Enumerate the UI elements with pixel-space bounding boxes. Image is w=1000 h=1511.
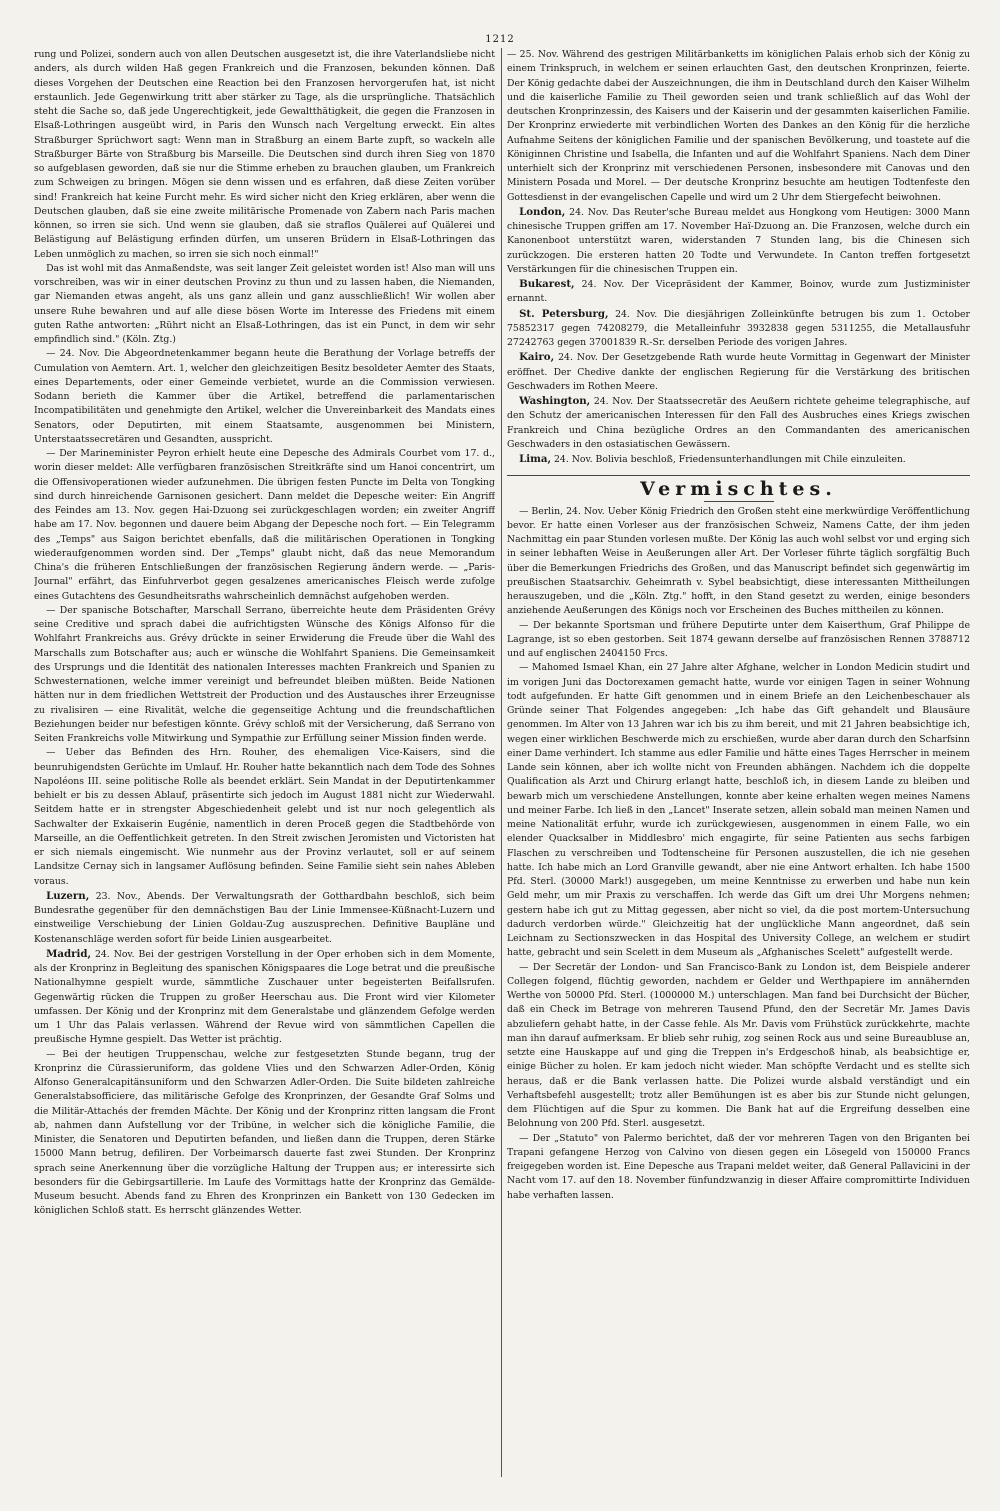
- article-paragraph: [507, 307, 970, 351]
- dateline: Madrid,: [46, 947, 91, 960]
- right-column: [507, 48, 970, 1477]
- article-paragraph: [507, 961, 970, 1132]
- article-paragraph: [507, 661, 970, 960]
- heading-rule: [704, 501, 774, 502]
- article-paragraph: [507, 277, 970, 307]
- article-paragraph: [34, 1048, 495, 1219]
- article-paragraph: [34, 947, 495, 1048]
- article-paragraph: [34, 347, 495, 447]
- article-paragraph: [34, 604, 495, 747]
- article-paragraph: [507, 350, 970, 394]
- paragraph-text: — Berlin, 24. Nov. Ueber König Friedrich den Großen steht eine merkwürdige Veröffentlichung bevor. Er hatte einen Vorleser aus der französischen Schweiz, Namens Catte, der ihm jeden Nachmittag ein paar Stunden vorlesen mußte. Der König las auch wohl selbst vor und erging sich in seiner lebhaften Weise in Aeußerungen aller Art. Der Vorleser führte täglich sorgfältig Buch über die Bemerkungen Friedrichs des Großen, und das Manuscript befindet sich gegenwärtig im preußischen Staatsarchiv. Geheimrath v. Sybel beabsichtigt, diese interessanten Mittheilungen herauszugeben, und die „Köln. Ztg." hofft, in den Stand gesetzt zu werden, einige besonders anziehende Aeußerungen des Königs noch vor Erscheinen des Buches mittheilen zu können.: [507, 505, 970, 617]
- article-paragraph: [507, 452, 970, 467]
- dateline: Bukarest,: [519, 278, 575, 290]
- paragraph-text: — Der spanische Botschafter, Marschall Serrano, überreichte heute dem Präsidenten Grévy seine Creditive und sprach dabei die aufrichtigsten Wünsche des Königs Alfonso für die Wohlfahrt Frankreichs aus. Grévy drückte in seiner Erwiderung die Freude über die Wahl des Marschalls zum Botschafter aus; auch er wünsche die Wohlfahrt Spaniens. Die Gemeinsamkeit des Ursprungs und die Identität des nationalen Interesses machten Frankreich und Spanien zu Schwesternationen, welche immer vereinigt und befreundet bleiben müßten. Beide Nationen hätten nur in dem friedlichen Wettstreit der Production und des Austausches ihrer Erzeugnisse zu rivalisiren — eine Rivalität, welche die gegenseitige Achtung und die freundschaftlichen Beziehungen beider nur befestigen könnte. Grévy schloß mit der Versicherung, daß Serrano von Seiten Frankreichs volle Mitwirkung und Sympathie zur Erfüllung seiner Mission finden werde.: [34, 604, 495, 744]
- paragraph-text: — Der „Statuto" von Palermo berichtet, daß der vor mehreren Tagen von den Briganten bei Trapani gefangene Herzog von Calvino von diesen gegen ein Lösegeld von 150000 Francs freigegeben worden ist. Eine Depesche aus Trapani meldet weiter, daß General Pallavicini in der Nacht vom 17. auf den 18. November fünfundzwanzig in dieser Affaire compromittirte Individuen habe verhaften lassen.: [507, 1132, 970, 1201]
- page-number: 1212: [485, 34, 515, 45]
- paragraph-text: 24. Nov. Der Gesetzgebende Rath wurde heute Vormittag in Gegenwart der Minister eröffnet. Der Chedive dankte der englischen Regierung für die Verstärkung des britischen Geschwaders im Rothen Meere.: [507, 352, 970, 392]
- section-heading: Vermischtes.: [507, 475, 970, 496]
- paragraph-text: — Der Marineminister Peyron erhielt heute eine Depesche des Admirals Courbet vom 17. d., worin dieser meldet: Alle verfügbaren französischen Streitkräfte sind um Hanoi concentrirt, um die Offensivoperationen wieder aufzunehmen. Die übrigen festen Puncte im Delta von Tongking sind durch hinreichende Garnisonen gesichert. Dann meldet die Depesche weiter: Ein Angriff des Feindes am 13. Nov. gegen Hai-Dzuong sei zurückgeschlagen worden; ein zweiter Angriff habe am 17. Nov. begonnen und dauere beim Abgang der Depesche noch fort. — Ein Telegramm des „Temps" aus Saigon berichtet ebenfalls, daß die militärischen Operationen in Tongking wiederaufgenommen worden sind. Der „Temps" glaubt nicht, daß das neue Memorandum China's die früheren Entschließungen der französischen Regierung ändern werde. — „Paris-Journal" erfährt, das Einfuhrverbot gegen gesalzenes americanisches Fleisch werde zufolge eines Gutachtens des Gesundheitsraths wahrscheinlich demnächst aufgehoben werden.: [34, 448, 495, 602]
- paragraph-text: rung und Polizei, sondern auch von allen Deutschen ausgesetzt ist, die ihre Vaterlandsliebe nicht anders, als durch wilden Haß gegen Frankreich und die Franzosen, bekunden können. Daß dieses Vorgehen der Deutschen eine Reaction bei den Franzosen hervorgerufen hat, ist nicht erstaunlich. Jede Gegenwirkung tritt aber stärker zu Tage, als die ursprüngliche. Thatsächlich steht die Sache so, daß jede Ungerechtigkeit, jede Gewaltthätigkeit, die gegen die Franzosen in Elsaß-Lothringen ausgeübt wird, in Paris den Wunsch nach Vergeltung erweckt. Ein altes Straßburger Sprüchwort sagt: Wenn man in Straßburg an einem Barte zupft, so wackeln alle Straßburger Bärte von Straßburg bis Marseille. Die Deutschen sind durch ihren Sieg von 1870 so aufgeblasen geworden, daß sie nur die Stimme erheben zu brauchen glauben, um Frankreich zum Schweigen zu bringen. Mögen sie denn wissen und es erfahren, daß diese Zeiten vorüber sind! Frankreich hat keine Furcht mehr. Es wird sicher nicht den Krieg erklären, aber wenn die Deutschen glauben, daß sie eine zweite militärische Promenade von Zabern nach Paris machen können, so irren sie sich. Und wenn sie glauben, daß sie straflos Quälerei auf Quälerei und Belästigung auf Belästigung erfinden dürfen, um unseren Brüdern in Elsaß-Lothringen das Leben unmöglich zu machen, so irren sie sich noch einmal!": [34, 49, 495, 260]
- dateline: Luzern,: [46, 889, 90, 902]
- news-section: [507, 48, 970, 467]
- left-column: [34, 48, 495, 1477]
- misc-section: [507, 505, 970, 1203]
- article-paragraph: [507, 1132, 970, 1203]
- paragraph-text: — Ueber das Befinden des Hrn. Rouher, des ehemaligen Vice-Kaisers, sind die beunruhigendsten Gerüchte im Umlauf. Hr. Rouher hatte bekanntlich nach dem Tode des Sohnes Napoléons III. seine politische Rolle als beendet erklärt. Sein Mandat in der Deputirtenkammer behielt er bis zu dessen Ablauf, präsentirte sich jedoch im August 1881 nicht zur Wiederwahl. Seitdem hatte er in strengster Abgeschiedenheit gelebt und ist nur noch gelegentlich als Sachwalter der Exkaiserin Eugénie, namentlich in deren Proceß gegen die Stadtbehörde von Marseille, an die Oeffentlichkeit getreten. In den Streit zwischen Jeromisten und Victoristen hat er sich niemals eingemischt. Wie nunmehr aus der Provinz verlautet, soll er auf seinem Landsitze Cernay sich in langsamer Auflösung befinden. Seine Familie sieht sein nahes Ableben voraus.: [34, 747, 495, 887]
- dateline: Lima,: [519, 453, 552, 465]
- article-paragraph: [507, 394, 970, 452]
- paragraph-text: — Der Secretär der London- und San Francisco-Bank zu London ist, dem Beispiele anderer Collegen folgend, flüchtig geworden, nachdem er Gelder und Werthpapiere im annähernden Werthe von 50000 Pfd. Sterl. (1000000 M.) unterschlagen. Man fand bei Durchsicht der Bücher, daß ein Check im Betrage von mehreren Tausend Pfund, den der Secretär Mr. James Davis abzuliefern gehabt hatte, in der Casse fehle. Als Mr. Davis vom Frühstück zurückkehrte, machte man ihn darauf aufmerksam. Er blieb sehr ruhig, zog seinen Rock aus und seine Bureaubluse an, setzte eine Hauskappe auf und ging die Treppen in's Erdgeschoß hinab, als beabsichtige er, einige Bücher zu holen. Er kam jedoch nicht wieder. Man schöpfte Verdacht und es stellte sich heraus, daß er die Bank verlassen hatte. Die Polizei wurde alsbald verständigt und ein Verhaftsbefehl ausgestellt; trotz aller Bemühungen ist es aber bis zur Stunde nicht gelungen, dem Flüchtigen auf die Spur zu kommen. Die Bank hat auf die Ergreifung desselben eine Belohnung von 200 Pfd. Sterl. ausgesetzt.: [507, 961, 970, 1130]
- dateline: London,: [519, 205, 566, 218]
- paragraph-text: — Bei der heutigen Truppenschau, welche zur festgesetzten Stunde begann, trug der Kronprinz die Cürassieruniform, das goldene Vlies und den Schwarzen Adler-Orden, König Alfonso Generalcapitänsuniform und den Schwarzen Adler-Orden. Die Suite bildeten zahlreiche Generalstabsofficiere, das militärische Gefolge des Kronprinzen, der Gesandte Graf Solms und die Militär-Attachés der fremden Mächte. Der König und der Kronprinz ritten langsam die Front ab, nahmen dann Aufstellung vor der Tribüne, in welcher sich die königliche Familie, die Minister, die Senatoren und Deputirten befanden, und ließen dann die Truppen, deren Stärke 15000 Mann betrug, defiliren. Der Vorbeimarsch dauerte fast zwei Stunden. Der Kronprinz sprach seine Anerkennung über die vorzügliche Haltung der Truppen aus; er interessirte sich besonders für die Gebirgsartillerie. Im Laufe des Vormittags hatte der Kronprinz das Gemälde-Museum besucht. Abends fand zu Ehren des Kronprinzen ein Bankett von 130 Gedecken im königlichen Schloß statt. Es herrscht glänzendes Wetter.: [34, 1048, 495, 1217]
- dateline: Washington,: [519, 395, 591, 407]
- dateline: St. Petersburg,: [519, 307, 609, 320]
- dateline: Kairo,: [519, 351, 555, 364]
- paragraph-text: 24. Nov. Das Reuter'sche Bureau meldet aus Hongkong vom Heutigen: 3000 Mann chinesische Truppen griffen am 17. November Haï-Dzuong an. Die Franzosen, welche durch ein Kanonenboot unterstützt waren, widerstanden 7 Stunden lang, bis die Chinesen sich zurückzogen. Die ersteren hatten 20 Todte und Verwundete. In Canton treffen fortgesetzt Verstärkungen für die chinesischen Truppen ein.: [507, 206, 970, 275]
- article-paragraph: [507, 505, 970, 619]
- paragraph-text: 23. Nov., Abends. Der Verwaltungsrath der Gotthardbahn beschloß, sich beim Bundesrathe gegenüber für den demnächstigen Bau der Linie Immensee-Küßnacht-Luzern und einstweilige Verschiebung der Linien Goldau-Zug auszusprechen. Definitive Baupläne und Kostenanschläge werden sofort für beide Linien ausgearbeitet.: [34, 890, 495, 945]
- article-paragraph: [34, 447, 495, 604]
- article-paragraph: [507, 48, 970, 205]
- paragraph-text: 24. Nov. Der Staatssecretär des Aeußern richtete geheime telegraphische, auf den Schutz der americanischen Interessen für den Fall des Ausbruches eines Kriegs zwischen Frankreich und China bezügliche Ordres an den Commandanten des americanischen Geschwaders in den ostasiatischen Gewässern.: [507, 396, 970, 450]
- article-paragraph: [34, 262, 495, 348]
- paragraph-text: — 25. Nov. Während des gestrigen Militärbanketts im königlichen Palais erhob sich der König zu einem Trinkspruch, in welchem er seinen erlauchten Gast, den deutschen Kronprinzen, feierte. Der König gedachte dabei der Auszeichnungen, die ihm in Deutschland durch den Kaiser Wilhelm und die kaiserliche Familie zu Theil geworden seien und trank schließlich auf das Wohl der deutschen Kronprinzessin, des Kaisers und der Kaiserin und der gesammten kaiserlichen Familie. Der Kronprinz erwiederte mit verbindlichen Worten des Dankes an den König für die herzliche Aufnahme Seitens der königlichen Familie und der spanischen Bevölkerung, und toastete auf die Königinnen Christine und Isabella, die Infanten und auf die Wohlfahrt Spaniens. Nach dem Diner unterhielt sich der Kronprinz mit verschiedenen Personen, insbesondere mit Canovas und den Ministern Posada und Morel. — Der deutsche Kronprinz besuchte am heutigen Todtenfeste den Gottesdienst in der evangelischen Capelle und wird um 2 Uhr dem Stiergefecht beiwohnen.: [507, 49, 970, 203]
- paragraph-text: Das ist wohl mit das Anmaßendste, was seit langer Zeit geleistet worden ist! Also man will uns vorschreiben, was wir in einer deutschen Provinz zu thun und zu lassen haben, die Niemanden, gar Niemanden etwas angeht, als uns ganz allein und ganz ausschließlich! Wir wollen aber unsere Ruhe bewahren und auf alle diese bösen Worte im Interesse des Friedens mit einem guten Rathe antworten: „Rührt nicht an Elsaß-Lothringen, das ist ein Punct, in dem wir sehr empfindlich sind." (Köln. Ztg.): [34, 262, 495, 345]
- article-paragraph: [34, 48, 495, 262]
- paragraph-text: 24. Nov. Die diesjährigen Zolleinkünfte betrugen bis zum 1. October 75852317 gegen 74208279, die Metalleinfuhr 3932838 gegen 5311255, die Metallausfuhr 27242763 gegen 37001839 R.-Sr. derselben Periode des vorigen Jahres.: [507, 308, 970, 348]
- article-paragraph: [34, 746, 495, 889]
- paragraph-text: — Der bekannte Sportsman und frühere Deputirte unter dem Kaiserthum, Graf Philippe de Lagrange, ist so eben gestorben. Seit 1874 gewann derselbe auf französischen Rennen 3788712 und auf englischen 2404150 Frcs.: [507, 619, 970, 659]
- paragraph-text: 24. Nov. Der Vicepräsident der Kammer, Boinov, wurde zum Justizminister ernannt.: [507, 279, 970, 305]
- article-paragraph: [507, 619, 970, 662]
- paragraph-text: 24. Nov. Bolivia beschloß, Friedensunterhandlungen mit Chile einzuleiten.: [551, 454, 906, 465]
- paragraph-text: 24. Nov. Bei der gestrigen Vorstellung in der Oper erhoben sich in dem Momente, als der Kronprinz in Begleitung des spanischen Königspaares die Loge betrat und die preußische Nationalhymne gespielt wurde, sämmtliche Zuschauer unter begeisterten Beifallsrufen. Gegenwärtig rücken die Truppen zu großer Heerschau aus. Die Front wird vier Kilometer umfassen. Der König und der Kronprinz mit dem Generalstabe und glänzendem Gefolge werden um 1 Uhr das Palais verlassen. Während der Revue wird von sämmtlichen Capellen die preußische Hymne gespielt. Das Wetter ist prächtig.: [34, 948, 495, 1046]
- article-paragraph: [507, 205, 970, 277]
- column-divider: [501, 48, 502, 1477]
- article-paragraph: [34, 889, 495, 947]
- paragraph-text: — 24. Nov. Die Abgeordnetenkammer begann heute die Berathung der Vorlage betreffs der Cumulation von Aemtern. Art. 1, welcher den gleichzeitigen Besitz besoldeter Aemter des Staats, eines Departements, oder einer Gemeinde verbietet, wurde an die Commission verwiesen. Sodann berieth die Kammer über die Artikel, betreffend die parlamentarischen Incompatibilitäten und genehmigte den Artikel, welcher die Unvereinbarkeit des Mandats eines Senators, oder Deputirten, mit einem Staatsamte, ausgenommen bei Ministern, Unterstaatssecretären und Gesandten, ausspricht.: [34, 348, 495, 445]
- paragraph-text: — Mahomed Ismael Khan, ein 27 Jahre alter Afghane, welcher in London Medicin studirt und im vorigen Juni das Doctorexamen gemacht hatte, wurde vor einigen Tagen in seiner Wohnung todt aufgefunden. Er hatte Gift genommen und in einem Briefe an den Leichenbeschauer als Gründe seiner That Folgendes angegeben: „Ich habe das Gift gehandelt und Blausäure genommen. Im Alter von 13 Jahren war ich bis zu ihm bereit, und mit 21 Jahren beabsichtige ich, wegen einer wirklichen Beschwerde mich zu erschießen, wurde aber daran durch den Scharfsinn einer Dame verhindert. Ich stamme aus edler Familie und hätte eines Tages Herrscher in meinem Lande sein können, aber ich wollte nicht von Freunden abhängen. Nachdem ich die doppelte Qualification als Arzt und Chirurg erlangt hatte, beschloß ich, in diesem Lande zu bleiben und bewarb mich um verschiedene Anstellungen, konnte aber keine erhalten wegen meines Namens und meiner Farbe. Ich ließ in den „Lancet" Inserate setzen, allein sobald man meinen Namen und meine Nationalität erfuhr, wurde ich zurückgewiesen, ausgenommen in einem Falle, wo ein elender Quacksalber in Middlesbro' mich engagirte, für seine Patienten aus sechs farbigen Flaschen zu verschreiben und Todtenscheine für Personen auszustellen, die ich nie gesehen hatte. Ich habe mich an Lord Granville gewandt, aber nie eine Antwort erhalten. Ich habe 1500 Pfd. Sterl. (30000 Mark!) ausgegeben, um meine Kenntnisse zu erwerben und habe nun kein Geld mehr, um mir Praxis zu verschaffen. Ich werde das Gift um drei Uhr Morgens nehmen; gestern habe ich gut zu Mittag gegessen, aber nicht so viel, da die post mortem-Untersuchung dadurch verdorben würde." Gleichzeitig hat der unglückliche Mann angeordnet, daß sein Leichnam zu Sectionszwecken in das Hospital des University College, an welchem er studirt hatte, gebracht und sein Scelett in dem Museum als „Afghanisches Scelett" aufgestellt werde.: [507, 662, 970, 959]
